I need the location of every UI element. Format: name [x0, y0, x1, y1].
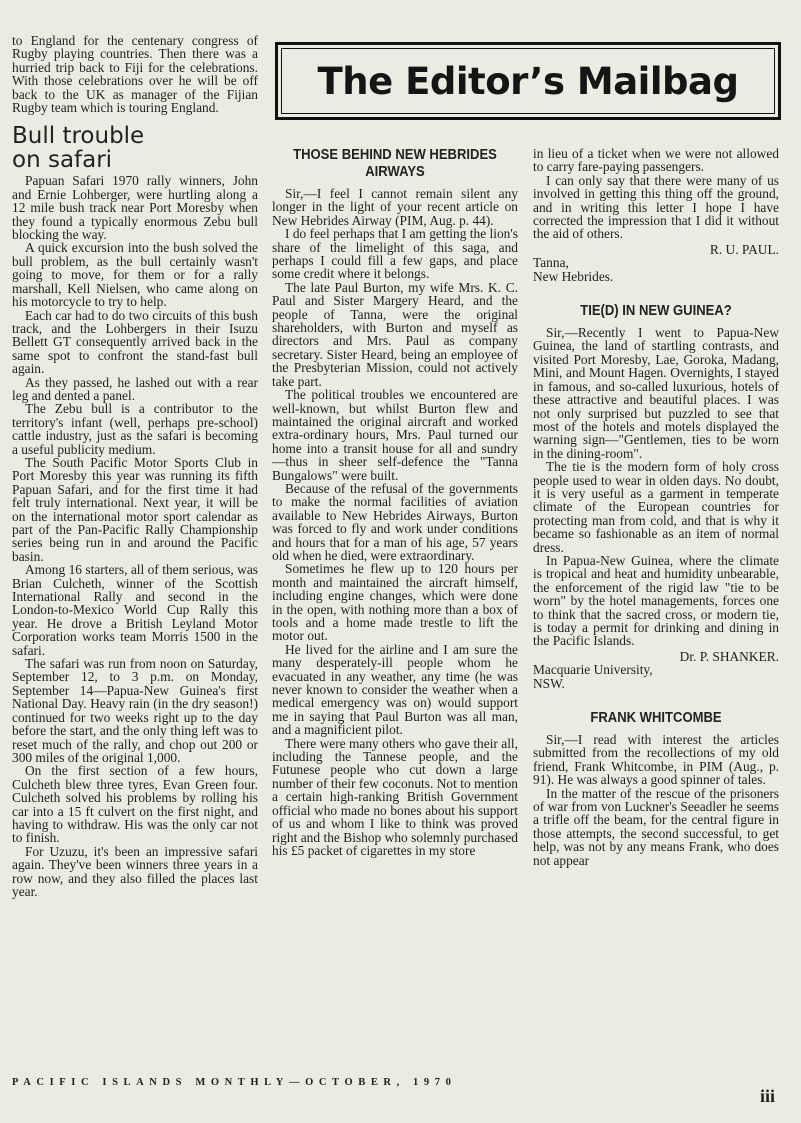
letter-paragraph: In Papua-New Guinea, where the climate is tropical and heat and humidity unbearable, the enforcement of the rigid law "tie to be worn" by the hotel managements, forces one to think that the sacred cross, or modern tie, is today a permit for drinking and dining in the Pacific Islands.: [533, 552, 779, 649]
heading-line-2: on safari: [12, 147, 113, 174]
spacer: [533, 283, 779, 303]
location-line: New Hebrides.: [533, 268, 614, 284]
letter-paragraph: Sometimes he flew up to 120 hours per month and maintained the aircraft himself, including engine changes, which were done in the open, with nothing more than a box of tools and a home made trestle to lift the motor out.: [272, 561, 518, 644]
article-heading-bull-trouble: [12, 124, 258, 172]
article-paragraph: On the first section of a few hours, Culcheth blew three tyres, Evan Green four. Culcheth solved his problems by rolling his car into a 15 ft culvert on the first night, and having to withdraw. His was the only car not to finish.: [12, 763, 258, 846]
letter-paragraph: In the matter of the rescue of the prisoners of war from von Luckner's Seeadler he seems a trifle off the beam, for the central figure in those attempts, the second successful, to get help, was not by any means Frank, who does not appear: [533, 785, 779, 868]
letter-paragraph: Sir,—I feel I cannot remain silent any longer in the light of your recent article on New Hebrides Airway (PIM, Aug. p. 44).: [272, 186, 518, 228]
letter-heading-airways: THOSE BEHIND NEW HEBRIDES AIRWAYS: [293, 147, 497, 180]
letter-location: [533, 663, 779, 690]
letter-paragraph: The late Paul Burton, my wife Mrs. K. C. Paul and Sister Margery Heard, and the people of Tanna, were the original shareholders, with Burton and myself as directors and Mrs. Paul as company secretary. Sister Heard, being an employee of the Presbyterian Mission, could not actively take part.: [272, 279, 518, 389]
letter-heading-ties: TIE(D) IN NEW GUINEA?: [580, 303, 732, 320]
letter-paragraph: Sir,—I read with interest the articles submitted from the recollections of my old friend, Frank Whitcombe, in PIM (Aug., p. 91). He was always a good spinner of tales.: [533, 732, 779, 788]
masthead-box: [275, 42, 781, 120]
letter-paragraph: I do feel perhaps that I am getting the lion's share of the limelight of this saga, and perhaps I could fill a few gaps, and place some credit where it belongs.: [272, 226, 518, 282]
letter-paragraph: Sir,—Recently I went to Papua-New Guinea, the land of startling contrasts, and visited Port Moresby, Lae, Goroka, Madang, Mini, and Mount Hagen. Overnights, I stayed in famous, and so-called luxurious, hotels of these attractive and beautiful places. I was not only surprised but puzzled to see that most of the hotels and motels displayed the warning sign—"Gentlemen, ties to be worn in the dining-room".: [533, 325, 779, 461]
spacer: [533, 690, 779, 710]
location-line: Tanna,: [533, 255, 569, 271]
letter-paragraph: There were many others who gave their all, including the Tannese people, and the Futunese people who cut down a large number of their few coconuts. Not to mention a certain high-ranking British Government official who made no bones about his support of us and whom I like to think was proved right and the Bishop who solemnly purchased his £5 packet of cigarettes in my store: [272, 735, 518, 858]
column-3: [533, 147, 779, 867]
letter-paragraph: I can only say that there were many of us involved in getting this thing off the ground, and in writing this letter I hope I have corrected the impression that I did it without the aid of others.: [533, 172, 779, 242]
article-paragraph: As they passed, he lashed out with a rear leg and dented a panel.: [12, 374, 258, 403]
letter-paragraph: Because of the refusal of the governments to make the normal facilities of aviation available to New Hebrides Airways, Burton was forced to fly and work under conditions and hours that for a man of his age, 57 years old when he died, were extraordinary.: [272, 480, 518, 563]
article-paragraph: The Zebu bull is a contributor to the territory's infant (well, perhaps pre-school) cattle industry, just as the safari is becoming a useful publicity medium.: [12, 401, 258, 457]
column-2: [272, 147, 518, 857]
letter-paragraph: The tie is the modern form of holy cross people used to wear in olden days. No doubt, it is very useful as a garment in temperate climate of the European countries for protecting man from cold, and that is why it became so fashionable as an item of normal dress.: [533, 459, 779, 555]
location-line: NSW.: [533, 675, 565, 691]
page-number: iii: [759, 1086, 775, 1106]
article-paragraph: Each car had to do two circuits of this bush track, and the Lohbergers in their Isuzu Bellett GT consequently arrived back in the same spot to confront the stand-fast bull again.: [12, 307, 258, 377]
letter-location: [533, 256, 779, 283]
column-1: [12, 34, 258, 898]
continued-paragraph: to England for the centenary congress of Rugby playing countries. Then there was a hurried trip back to Fiji for the celebrations. With those celebrations over he will be off back to the UK as manager of the Fijian Rugby team which is touring England.: [12, 33, 258, 116]
heading-line-1: Bull trouble: [12, 123, 145, 150]
article-paragraph: Among 16 starters, all of them serious, was Brian Culcheth, winner of the Scottish International Rally and second in the London-to-Mexico World Cup Rally this year. He drove a British Leyland Motor Corporation works team Morris 1500 in the safari.: [12, 562, 258, 658]
article-paragraph: The South Pacific Motor Sports Club in Port Moresby this year was running its fifth Papuan Safari, and for the first time it had felt truly international. Next year, it will be on the international motor sport calendar as part of the Pan-Pacific Rally Championship series being run in and around the Pacific basin.: [12, 454, 258, 564]
article-paragraph: The safari was run from noon on Saturday, September 12, to 3 p.m. on Monday, September 14—Papua-New Guinea's first National Day. Heavy rain (in the dry season!) continued for two weeks right up to the day before the start, and the only thing left was to reset much of the rally, and chop out 200 or 300 miles of the original 1,000.: [12, 656, 258, 765]
article-paragraph: Papuan Safari 1970 rally winners, John and Ernie Lohberger, were hurtling along a 12 mile bush track near Port Moresby when they found a typically enormous Zebu bull blocking the way.: [12, 173, 258, 243]
letter-paragraph: The political troubles we encountered are well-known, but whilst Burton flew and maintained the original aircraft and worked extra-ordinary hours, Mrs. Paul turned our home into a transit house for all and sundry—thus in sheer self-defence the "Tanna Bungalows" were built.: [272, 387, 518, 483]
letter-paragraph: in lieu of a ticket when we were not allowed to carry fare-paying passengers.: [533, 146, 779, 175]
article-paragraph: A quick excursion into the bush solved the bull problem, as the bull certainly wasn't going to move, for them or for a rally marshall, Kell Nielsen, who came along on his motorcycle to try to help.: [12, 240, 258, 310]
letter-signature: Dr. P. SHANKER.: [679, 648, 779, 664]
location-line: Macquarie University,: [533, 662, 653, 678]
letter-paragraph: He lived for the airline and I am sure the many desperately-ill people whom he evacuated in any weather, any time (he was never known to consider the weather when a medical emergency was on) would support me in saying that Paul Burton was all man, and a magnificient pilot.: [272, 641, 518, 738]
masthead-title: The Editor’s Mailbag: [317, 59, 739, 103]
letter-heading-whitcombe: FRANK WHITCOMBE: [590, 710, 722, 727]
article-paragraph: For Uzuzu, it's been an impressive safari again. They've been winners three years in a row now, and they also filled the places last year.: [12, 843, 258, 899]
letter-signature: R. U. PAUL.: [709, 241, 779, 257]
page-footer: PACIFIC ISLANDS MONTHLY—OCTOBER, 1970: [12, 1077, 457, 1088]
